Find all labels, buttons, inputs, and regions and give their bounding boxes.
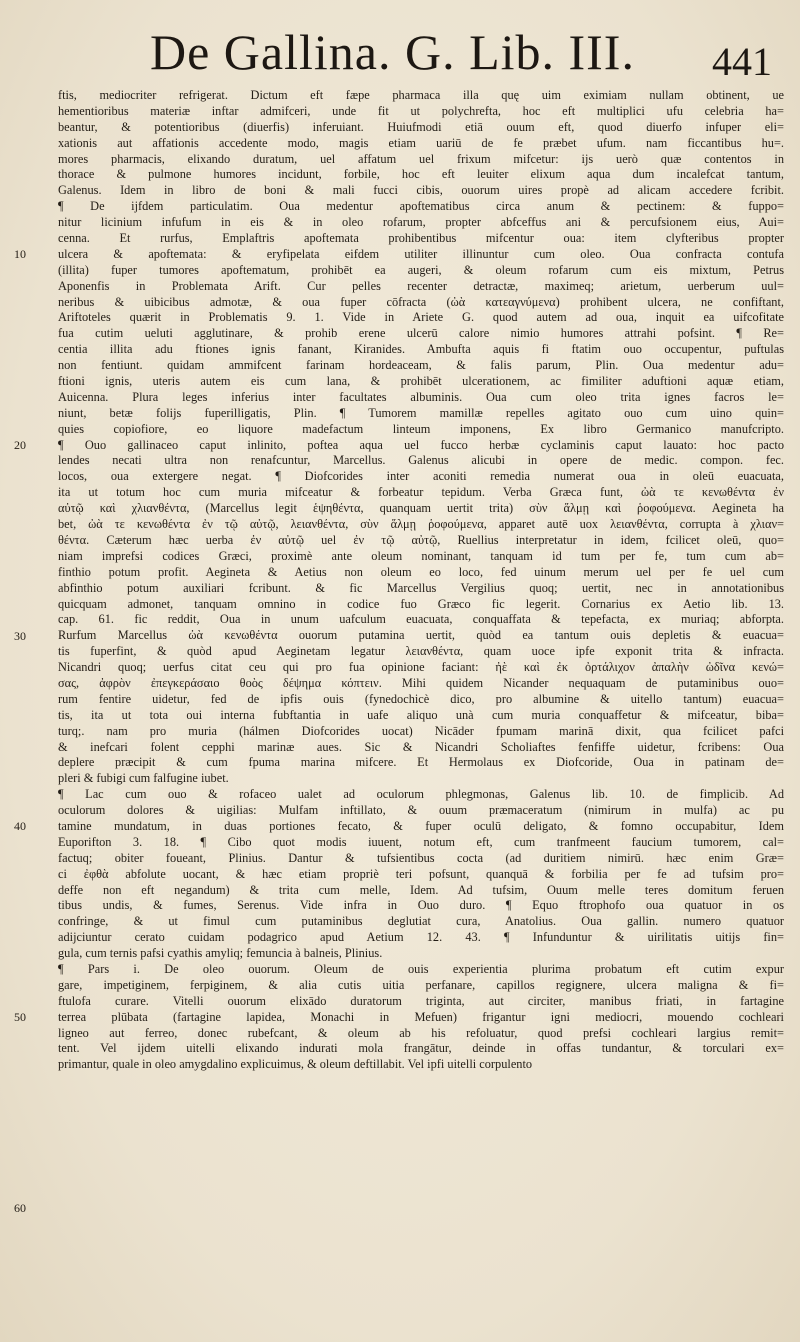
text-line: locos, oua extergere negat. ¶ Diofcorides inter aconiti remedia numerat oua in oleū euacuata, [58,469,784,484]
text-line: ligneo aut ferreo, donec rubefcant, & oleum ab his refoluatur, quod prefsi cochleari largius remit= [58,1025,784,1040]
text-line: cenna. Et rurfus, Emplaftris apoftemata prohibentibus mifcentur oua: item clyfteribus propter [58,231,784,246]
text-line: centia illita adu ftiones ignis fanant, Kiranides. Ambufta aquis fi ftatim ouo occupentur, puftulas [58,342,784,357]
margin-line-number: 20 [14,437,26,452]
text-line: neribus & uibicibus admotæ, & oua fuper cōfracta (ὠὰ κατεαγνύμενα) prohibent ulcera, ne confiftant, [58,294,784,309]
text-line: quies copiofiore, eo liquore madefactum linteum imponens, Ex libro Germanico manufcripto. [58,421,784,436]
margin-line-number: 10 [14,247,26,261]
text-line: rum fentire uidetur, fed de ipfis ouis (fynedochicè dico, pro albumine & uitello tantum) euacua= [58,691,784,706]
text-line: finthio potum profit. Aegineta & Aetius non oleum eo loco, fed uinum merum uel per fe uel cum [58,564,784,579]
text-line: tibus undis, & fumes, Serenus. Vide infra in Ouo duro. ¶ Equo ftrophofo oua quatuor in os [58,898,784,913]
text-line: tis fuperfint, & quòd apud Aeginetam legatur λειανθέντα, quam uoce ipfe exponit trita & infracta. [58,644,784,659]
text-line: nitur licinium infufum in eis & in oleo rofarum, propter abfceffus ani & percufsionem eius, Aui= [58,215,784,230]
text-line: θέντα. Cæterum hæc uerba ἐν αὐτῷ uel ἐν τῷ αὐτῷ, Ruellius interpretatur in idem, fcilicet oleū, quo= [58,532,784,547]
text-line: abfinthio potum auxiliari fcribunt. & fic Marcellus Vergilius quoq; uertit, nec in annotationibus [58,580,784,595]
margin-line-number: 50 [14,1010,26,1025]
text-line: Galenus. Idem in libro de boni & mali fucci cibis, ouorum uires propè ad alicam accedere fcribit. [58,183,784,198]
text-line: mores pharmacis, elixando duratum, uel affatum uel frixum mifcetur: ijs uerò quæ contentos in [58,151,784,166]
text-line: tent. Vel ijdem uitelli elixando indurati mola frangātur, deinde in offas tundantur, & torculari ex= [58,1041,784,1056]
body-text [58,88,784,1073]
text-line: cap. 61. fic reddit, Oua in unum uafculum euacuata, conquaffata & tepefacta, ex muriaq; abforpta. [58,612,784,627]
text-line: hementioribus materiæ inftar admifceri, unde fit ut polychrefta, hoc eft multiplici ufu celebria ha= [58,103,784,118]
text-line: ita ut totum hoc cum muria mifceatur & forbeatur tepidum. Verba Græca funt, ὠὰ τε κενωθέντα ἐν [58,485,784,500]
text-line: fua cutim ueluti agglutinare, & prohib erene ulcerū calore nimio humores attrahi pofsint. ¶ Re= [58,326,784,341]
text-line: Auicenna. Plura leges inferius inter facultates albuminis. Oua cum oleo trita ignes facros le= [58,389,784,404]
text-line: ftulofa curare. Vitelli ouorum elixādo duratorum triginta, aut circiter, manibus friati, in fartagine [58,993,784,1008]
text-line: Rurfum Marcellus ὠὰ κενωθέντα ouorum putamina uertit, quòd ea tantum ouis depletis & euacua= [58,628,784,643]
text-line: ¶ Ouo gallinaceo caput inlinito, poftea aqua uel fucco herbæ cyclaminis caput lauato: hoc pacto [58,437,784,452]
text-line: niam imprefsi codices Græci, proximè ante oleum nominant, tanquam id tum per fe, tum cum ab= [58,548,784,563]
text-line: Aponenfis in Problemata Arift. Cur pelles recenter detractæ, maximeq; arietum, uerberum uul= [58,278,784,293]
text-line: σας, ἀφρὸν ἐπεγκεράσαιο θοὸς δέψημα κόπτειν. Mihi quidem Nicander nequaquam de putaminibus ouo= [58,675,784,690]
margin-line-number: 60 [14,1201,26,1215]
text-line: ulcera & apoftemata: & eryfipelata eifdem utiliter illinuntur cum oleo. Oua confracta contufa [58,246,784,261]
page-number: 441 [712,39,772,84]
text-line: quicquam admonet, tanquam omnino in codice fuo Græco fic legerit. Cornarius ex Aetio lib. 13. [58,596,784,611]
text-line: tamine mundatum, in duas portiones fecato, & fuper oculū deligato, & fomno occupabitur, Idem [58,818,784,833]
text-line: lendes necati ultra non renafcuntur, Marcellus. Galenus alicubi in opere de medic. compon. fec. [58,453,784,468]
text-line: terrea plūbata (fartagine lapidea, Monachi in Mefuen) frigantur igni mediocri, mouendo cochleari [58,1009,784,1024]
text-line: turq;. nam pro muria (hálmen Diofcorides uocat) Nicāder fpumam marinā dixit, qua fcilicet pafci [58,723,784,738]
text-line: xationis aut affationis accedente modo, magis etiam uariū de fe præbet ufum. nam ficcantibus hu=. [58,135,784,150]
text-line: Euporifton 3. 18. ¶ Cibo quot modis iuuent, notum eft, cum tranfmeent faucium tumorem, cal= [58,834,784,849]
text-line: deplere præcipit & cum fpuma marina mifcere. Et Hermolaus ex Diofcoride, Oua in patinam de= [58,755,784,770]
text-line: thorace & pulmone humores incidunt, forbile, hoc eft leuiter elixum aqua dum incalefcat tantum, [58,167,784,182]
text-line: non fentiunt. quidam ammifcent farinam hordeaceam, & falis parum, Plin. Oua medentur adu= [58,358,784,373]
text-line: tis, ita ut tota oui interna fubftantia in uafe aliquo unà cum muria conquaffetur & mifceatur, biba= [58,707,784,722]
text-line: oculorum dolores & uigilias: Mulfam inftillato, & ouum præmaceratum (nimirum in mulfa) ac pu [58,803,784,818]
text-line: ¶ De ijfdem particulatim. Oua medentur apoftematibus circa anum & pectinem: & fuppo= [58,199,784,214]
text-line: αὐτῷ καὶ χλιανθέντα, (Marcellus legit ἑψηθέντα, quanquam uertit trita) σὺν ἅλμῃ καὶ ῥοφούμενα. Aegineta ha [58,501,784,516]
text-line: (illita) fuper tumores apoftematum, prohibēt ea augeri, & oleum rofarum cum eis mixtum, Petrus [58,262,784,277]
text-line: ftis, mediocriter refrigerat. Dictum eft fæpe pharmaca illa quę uim eximiam nullam obtinent, ue [58,88,784,102]
text-line: adijciuntur cerato cuidam podagrico apud Aetium 12. 43. ¶ Infunduntur & uirilitatis uitijs fin= [58,930,784,945]
text-line: primantur, quale in oleo amygdalino explicuimus, & oleum deftillabit. Vel ipfi uitelli corpulento [58,1057,533,1072]
text-line: Ariftoteles quærit in Problematis 9. 1. Vide in Ariete G. quod autem ad oua, inquit ea uifcofitate [58,310,784,325]
margin-line-number: 40 [14,819,26,834]
text-line: deffe non eft negandum) & trita cum melle, Idem. Ad tufsim, Ouum melle teres domitum feruen [58,882,784,897]
text-line: bet, ὠὰ τε κενωθέντα ἐν τῷ αὐτῷ, λειανθέντα, σὺν ἅλμῃ ῥοφούμενα, apparet autē uox λειανθέντα, corrupta à χλιαν= [58,517,784,532]
text-line: Nicandri quoq; uerfus citat ceu qui pro fua opinione faciant: ἠὲ καὶ ἐκ ὀρτάλιχον ἀπαλὴν ὠδῖνα κενώ= [58,660,784,675]
text-line: niunt, betæ folijs fuperilligatis, Plin. ¶ Tumorem mamillæ repelles agitato ouo cum uino quin= [58,405,784,420]
text-line: gare, impetiginem, ferpiginem, & alia cutis uitia perfanare, capillos regignere, ulcera maligna & fi= [58,977,784,992]
text-line: pleri & fubigi cum falfugine iubet. [58,771,229,786]
text-line: ftioni ignis, uteris autem eis cum lana, & prohibēt ulcerationem, ac fimiliter aduftioni aquæ etiam, [58,374,784,389]
text-line: ci ἐφθὰ abfolute uocant, & hæc etiam propriè teri pofsunt, quanquā & forbilia per fe ad tufsim pro= [58,866,784,881]
margin-line-number: 30 [14,628,26,643]
text-line: ¶ Lac cum ouo & rofaceo ualet ad oculorum phlegmonas, Galenus lib. 10. de fimplicib. Ad [58,787,784,802]
text-line: ¶ Pars i. De oleo ouorum. Oleum de ouis experientia plurima probatum eft cutim expur [58,961,784,976]
text-line: gula, cum ternis pafsi cyathis amyliq; femuncia à balneis, Plinius. [58,946,383,961]
running-head: De Gallina. G. Lib. III. [150,24,635,80]
text-line: beantur, & potentioribus (diuerfis) inferuiant. Huiufmodi etiā ouum eft, quod diuerfo infuper eli= [58,119,784,134]
text-line: & inefcari folent cepphi marinæ aues. Sic & Nicandri Scholiaftes fenfiffe uidetur, fcribens: Oua [58,739,784,754]
text-line: confringe, & ut fimul cum putaminibus deglutiat cura, Anatolius. Oua gallin. numero quatuor [58,914,784,929]
text-line: factuq; obiter foueant, Plinius. Dantur & tufsientibus cocta (ad duritiem nimirū. hæc enim Græ= [58,850,784,865]
